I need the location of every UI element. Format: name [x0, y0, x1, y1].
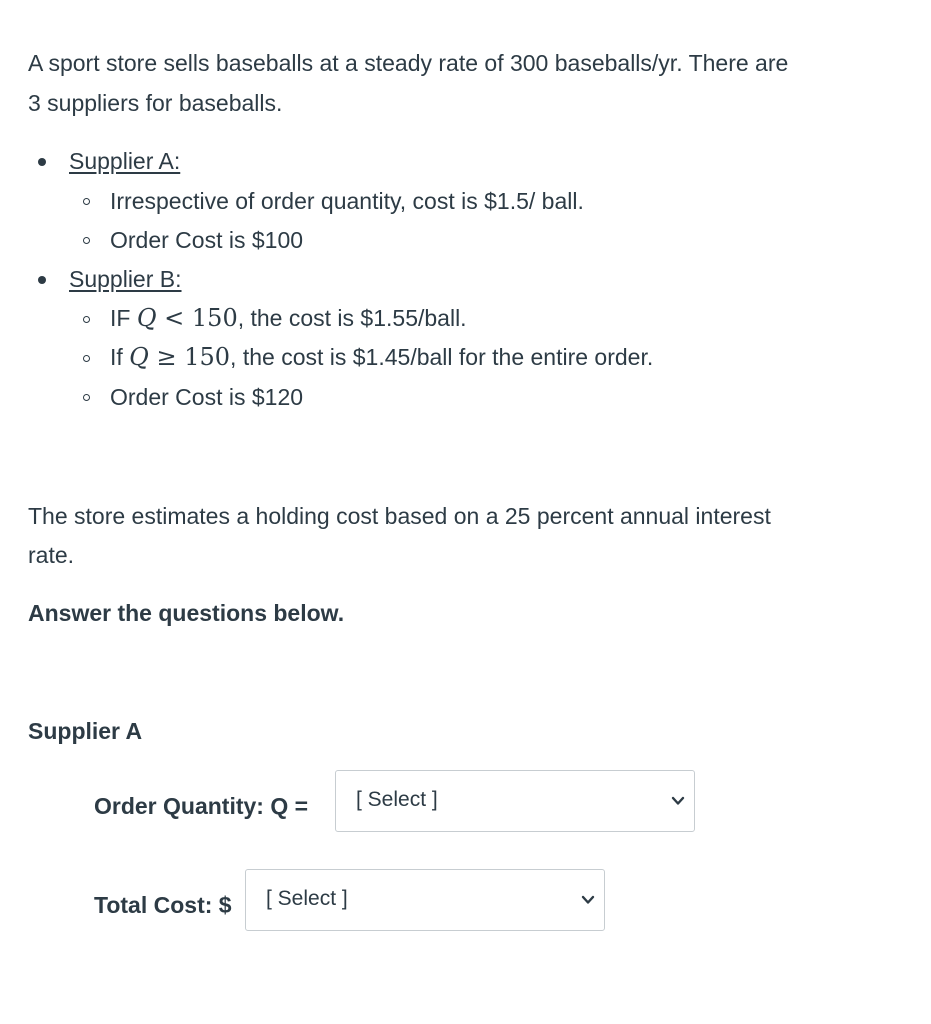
supplier-b-item-2 [110, 342, 653, 372]
bullet-circle-icon [83, 355, 90, 362]
instruction-text: Answer the questions below. [28, 600, 345, 626]
order-quantity-label: Order Quantity: Q = [94, 793, 309, 819]
condition-suffix: , the cost is $1.55/ball. [237, 305, 467, 331]
supplier-a-item-2: Order Cost is $100 [110, 227, 304, 253]
threshold: 150 [191, 304, 238, 332]
chevron-down-icon [670, 793, 686, 809]
intro-line-2: 3 suppliers for baseballs. [28, 90, 283, 116]
supplier-b-heading: Supplier B: [69, 266, 182, 292]
holding-line-1: The store estimates a holding cost based on a 25 percent annual interest [28, 503, 771, 529]
operator: ≥ [148, 343, 185, 371]
order-quantity-selected: [ Select ] [356, 788, 438, 811]
supplier-b-item-1 [110, 303, 467, 333]
bullet-circle-icon [83, 394, 90, 401]
total-cost-label: Total Cost: $ [94, 892, 232, 918]
chevron-down-icon [580, 892, 596, 908]
total-cost-selected: [ Select ] [266, 887, 348, 910]
variable-q: Q [129, 343, 149, 371]
bullet-disc-icon [38, 276, 46, 284]
bullet-disc-icon [38, 158, 46, 166]
bullet-circle-icon [83, 198, 90, 205]
threshold: 150 [184, 343, 231, 371]
math-expression [137, 304, 238, 332]
total-cost-select[interactable] [245, 869, 605, 931]
operator: < [156, 304, 192, 332]
supplier-b-item-3: Order Cost is $120 [110, 384, 304, 410]
intro-line-1: A sport store sells baseballs at a steady rate of 300 baseballs/yr. There are [28, 50, 789, 76]
supplier-a-item-1: Irrespective of order quantity, cost is $1.5/ ball. [110, 188, 584, 214]
holding-line-2: rate. [28, 542, 75, 568]
section-title: Supplier A [28, 718, 143, 744]
supplier-a-heading: Supplier A: [69, 148, 181, 174]
bullet-circle-icon [83, 316, 90, 323]
condition-prefix: IF [110, 305, 137, 331]
order-quantity-select[interactable] [335, 770, 695, 832]
condition-suffix: , the cost is $1.45/ball for the entire order. [230, 344, 654, 370]
math-expression [129, 343, 230, 371]
condition-prefix: If [110, 344, 130, 370]
bullet-circle-icon [83, 237, 90, 244]
variable-q: Q [136, 304, 157, 332]
